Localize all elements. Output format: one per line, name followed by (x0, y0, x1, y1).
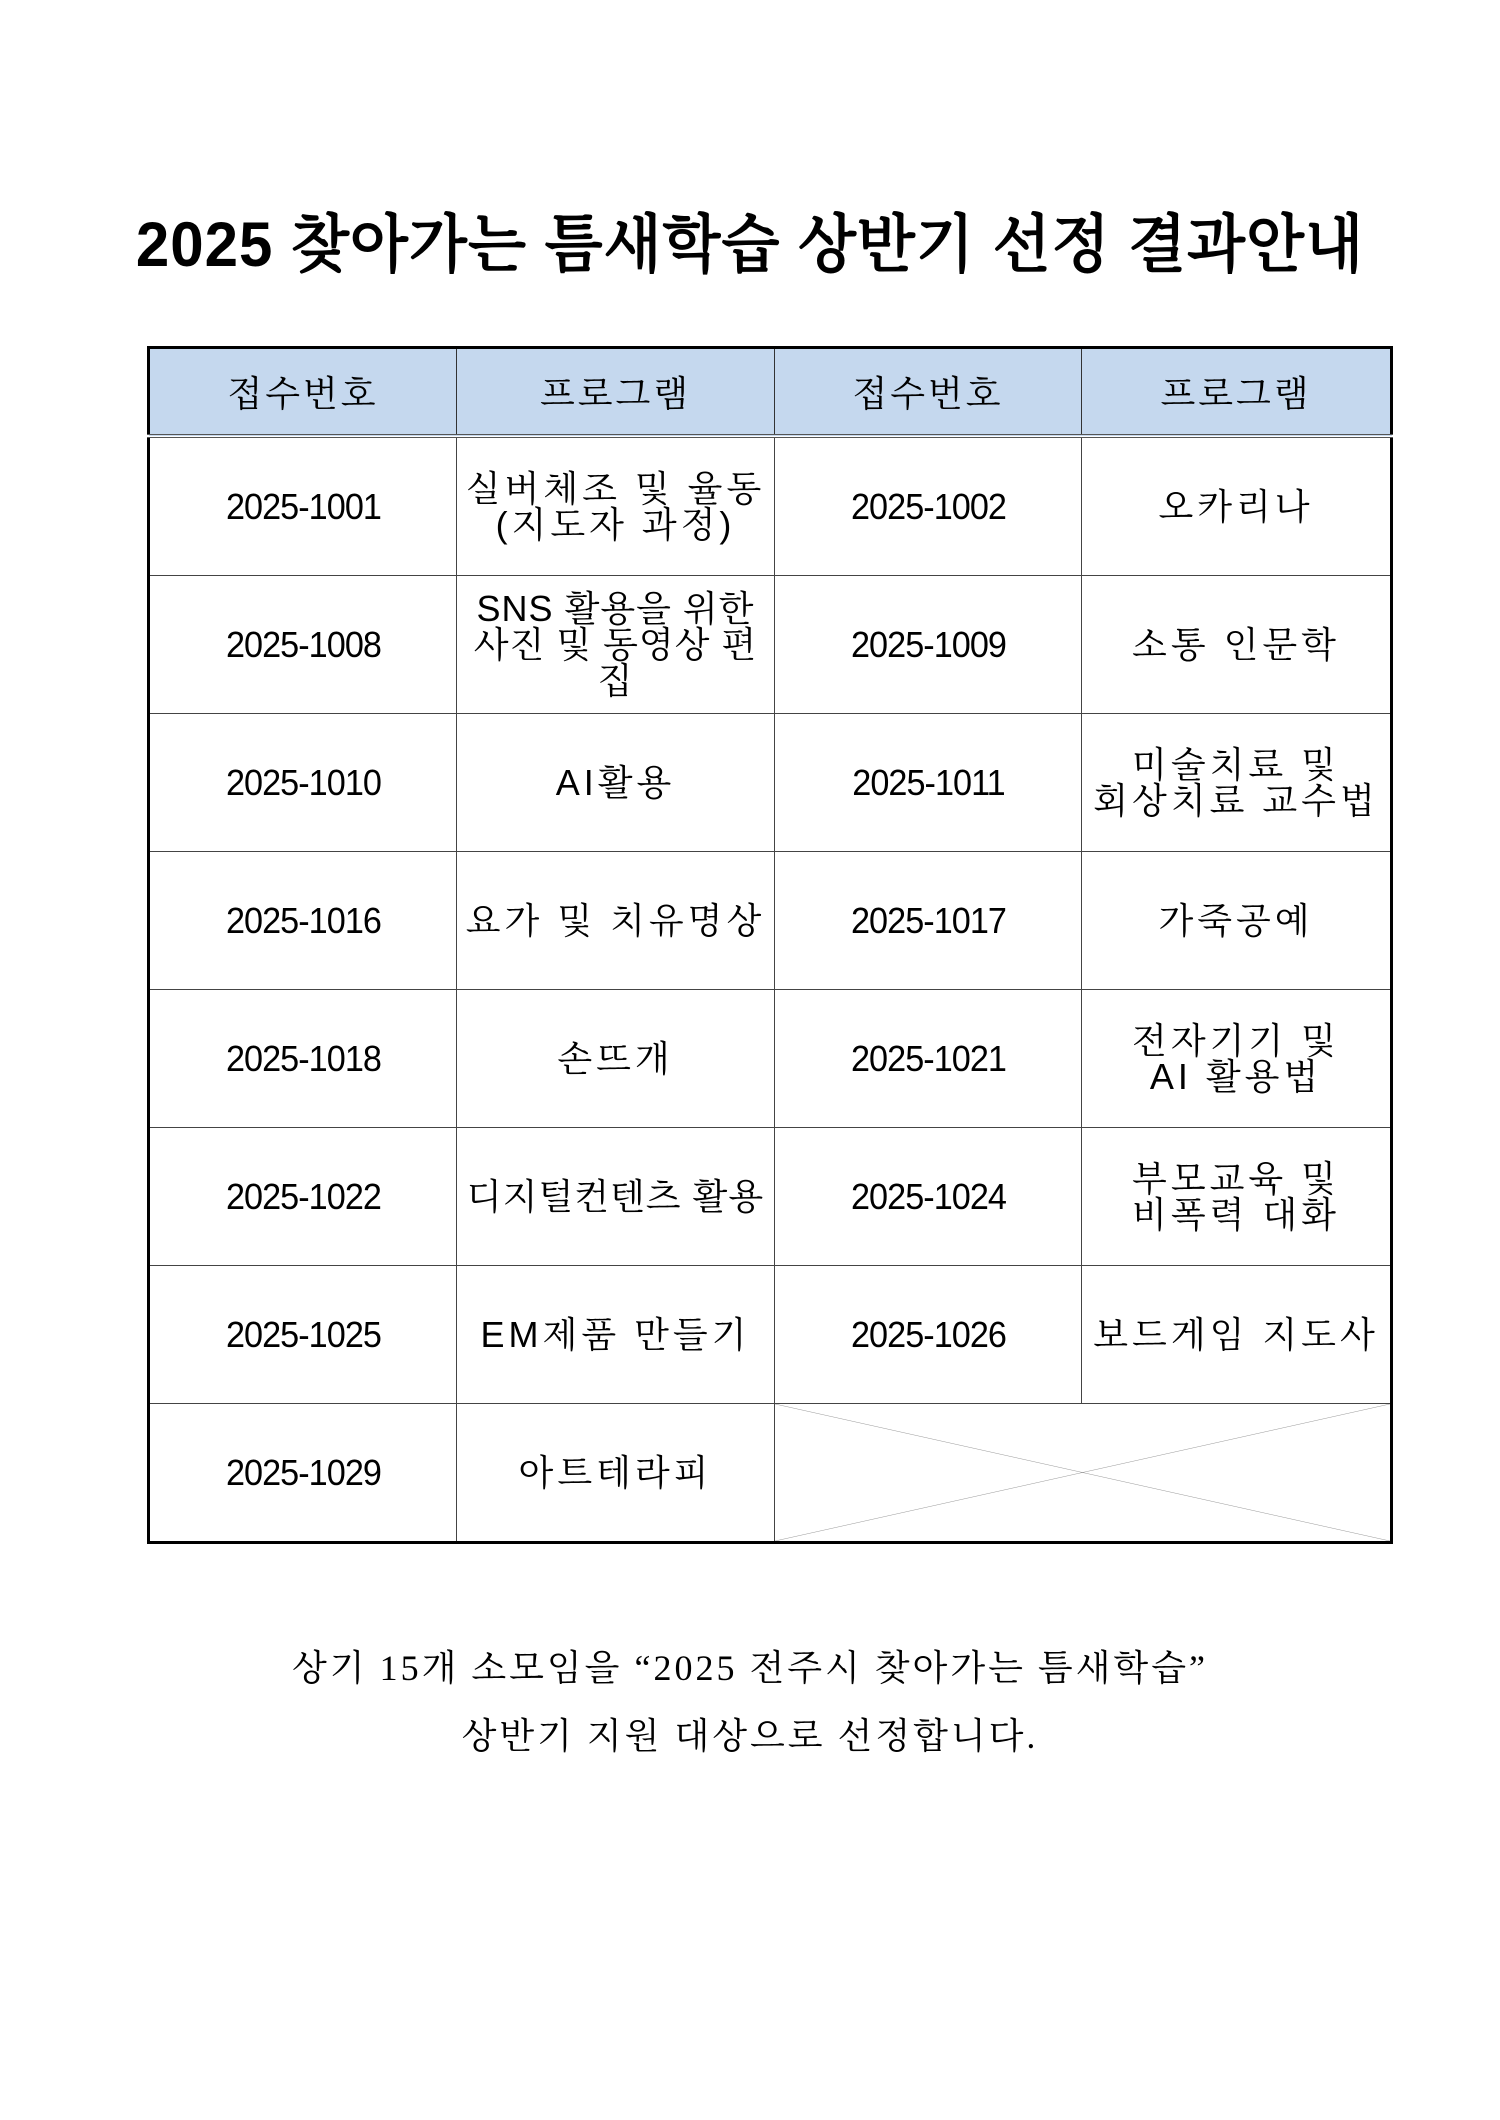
program-name (1082, 990, 1392, 1128)
table-row (149, 852, 1392, 990)
program-name (457, 714, 775, 852)
program-line: 오카리나 (1158, 485, 1314, 527)
program-line: 요가 및 치유명상 (465, 899, 766, 941)
program-name (457, 1266, 775, 1404)
program-line: 소통 인문학 (1132, 623, 1340, 665)
header-program: 프로그램 (1082, 348, 1392, 437)
table-row (149, 576, 1392, 714)
table-row (149, 1404, 1392, 1543)
table-row (149, 1128, 1392, 1266)
program-line: 전자기기 및 (1132, 1019, 1340, 1061)
receipt-number: 2025-1016 (156, 852, 449, 990)
receipt-number: 2025-1025 (156, 1266, 449, 1404)
receipt-number: 2025-1026 (782, 1266, 1074, 1404)
receipt-number: 2025-1017 (782, 852, 1074, 990)
program-name (457, 990, 775, 1128)
program-name (1082, 1266, 1392, 1404)
header-receipt-number: 접수번호 (149, 348, 457, 437)
selection-results-table (147, 346, 1393, 1544)
receipt-number: 2025-1008 (156, 576, 449, 714)
receipt-number: 2025-1022 (156, 1128, 449, 1266)
receipt-number: 2025-1009 (782, 576, 1074, 714)
program-line: SNS 활용을 위한 (476, 587, 755, 629)
program-line: 회상치료 교수법 (1093, 779, 1379, 821)
program-name (1082, 576, 1392, 714)
program-line: 사진 및 동영상 편집 (473, 623, 758, 701)
receipt-number: 2025-1002 (782, 436, 1074, 576)
program-line: EM제품 만들기 (480, 1313, 751, 1355)
program-name (1082, 714, 1392, 852)
table-row (149, 1266, 1392, 1404)
program-line: 손뜨개 (557, 1037, 674, 1079)
program-line: 부모교육 및 (1132, 1157, 1340, 1199)
program-name (457, 436, 775, 576)
program-line: 비폭력 대화 (1132, 1193, 1340, 1235)
program-name (457, 852, 775, 990)
table-row (149, 714, 1392, 852)
program-name (457, 1404, 775, 1543)
receipt-number: 2025-1010 (156, 714, 449, 852)
program-line: 보드게임 지도사 (1093, 1313, 1379, 1355)
program-line: 아트테라피 (518, 1451, 713, 1493)
document-title: 2025 찾아가는 틈새학습 상반기 선정 결과안내 (135, 209, 1365, 280)
receipt-number: 2025-1011 (782, 714, 1074, 852)
program-line: 가죽공예 (1158, 899, 1314, 941)
program-name (1082, 1128, 1392, 1266)
program-name (1082, 852, 1392, 990)
program-line: 미술치료 및 (1132, 743, 1340, 785)
header-program: 프로그램 (457, 348, 775, 437)
program-name (457, 1128, 775, 1266)
receipt-number: 2025-1029 (156, 1404, 449, 1543)
table-row (149, 990, 1392, 1128)
footer-note-line1: 상기 15개 소모임을 “2025 전주시 찾아가는 틈새학습” (292, 1648, 1208, 1688)
receipt-number: 2025-1001 (156, 436, 449, 576)
cross-out-icon (775, 1404, 1390, 1541)
program-line: AI 활용법 (1149, 1055, 1323, 1097)
program-line: AI활용 (555, 761, 676, 803)
header-receipt-number: 접수번호 (775, 348, 1082, 437)
program-line: (지도자 과정) (495, 503, 736, 545)
table-header-row (149, 348, 1392, 437)
empty-cell-crossed (775, 1404, 1392, 1543)
receipt-number: 2025-1018 (156, 990, 449, 1128)
receipt-number: 2025-1021 (782, 990, 1074, 1128)
program-line: 디지털컨텐츠 활용 (466, 1175, 765, 1217)
receipt-number: 2025-1024 (782, 1128, 1074, 1266)
program-name (1082, 436, 1392, 576)
footer-note-line2: 상반기 지원 대상으로 선정합니다. (461, 1716, 1039, 1756)
program-line: 실버체조 및 율동 (465, 467, 766, 509)
table-row (149, 436, 1392, 576)
program-name (457, 576, 775, 714)
